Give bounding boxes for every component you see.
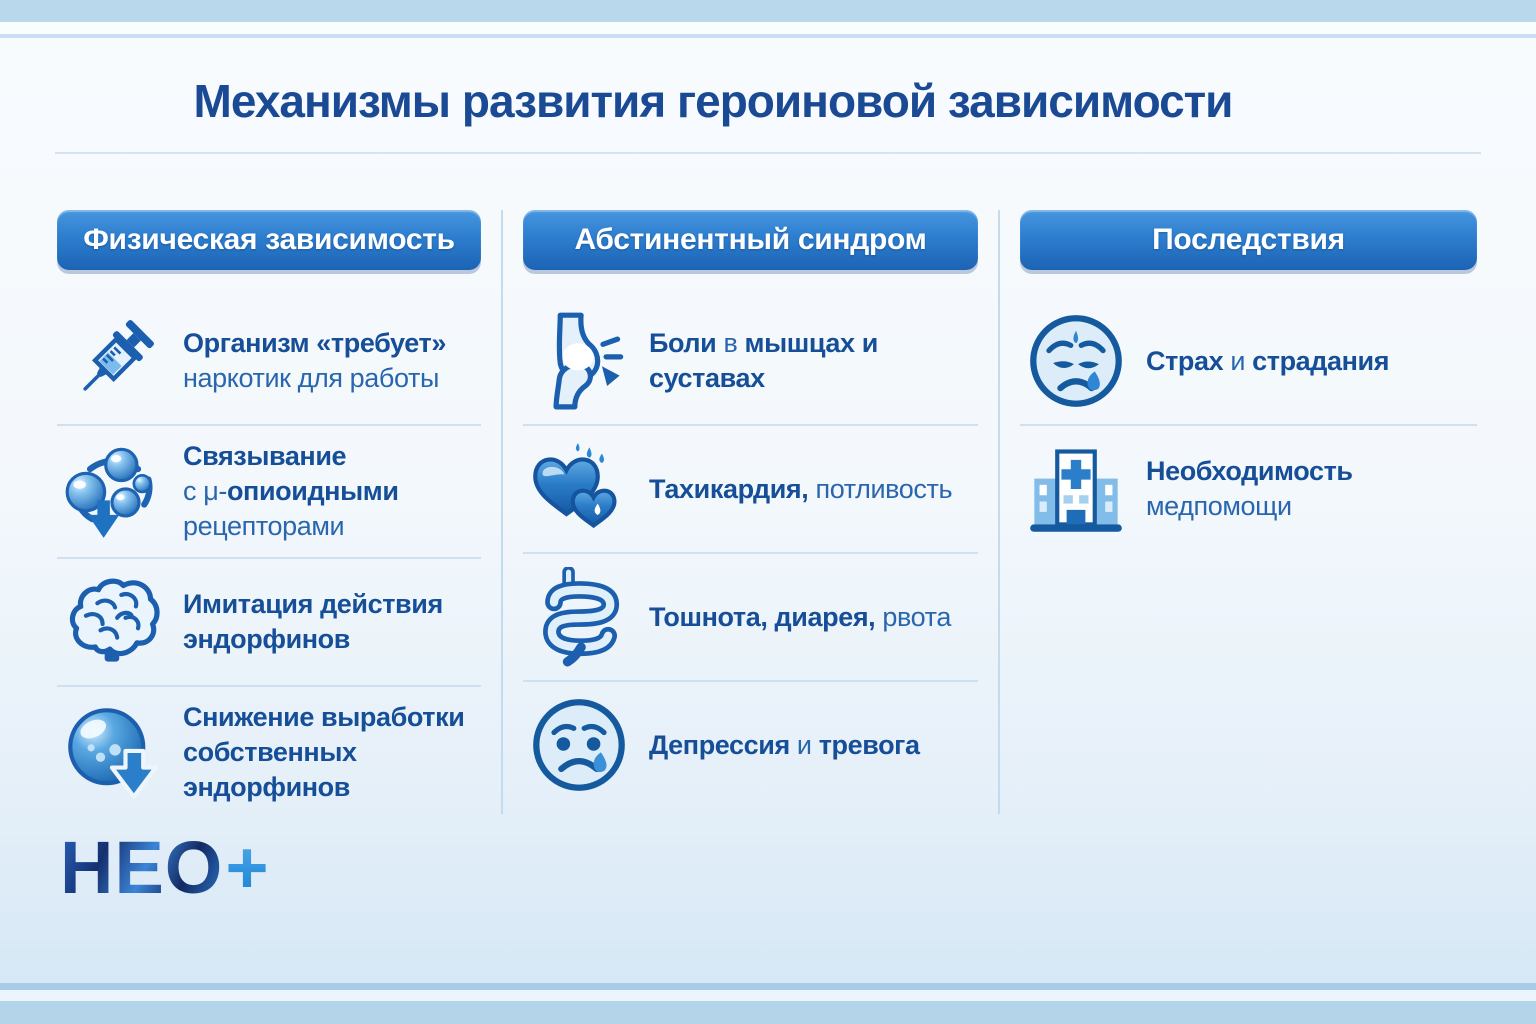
joint-pain-icon (529, 311, 629, 411)
text-line (1146, 454, 1353, 489)
column-header: Физическая зависимость (57, 210, 481, 270)
text-line (183, 439, 399, 474)
text-segment: Боли (649, 328, 717, 358)
text-line (183, 700, 477, 735)
text-segment: и (789, 729, 819, 760)
column-header: Последствия (1020, 210, 1477, 270)
text-segment: Организм «требует» (183, 328, 446, 358)
text-line (649, 472, 952, 507)
frame-bottom-strip (0, 990, 1536, 1001)
text-line (183, 474, 399, 509)
frame-top-band (0, 0, 1536, 22)
text-segment: наркотик для работы (183, 363, 439, 393)
text-segment: Необходимость (1146, 456, 1353, 486)
text-segment: мышцах и суставах (649, 328, 878, 393)
item-text (649, 326, 974, 396)
main-area (0, 38, 1536, 983)
text-segment: эндорфинов (183, 624, 350, 654)
text-segment: Связывание (183, 441, 347, 471)
column-1 (523, 210, 978, 808)
text-segment: рвота (875, 601, 951, 632)
text-segment: Тошнота, диарея, (649, 601, 876, 632)
column-items (1020, 298, 1477, 552)
title-divider (55, 152, 1481, 154)
text-line (183, 622, 443, 657)
text-line (649, 326, 974, 396)
text-line (183, 587, 443, 622)
item-text (1146, 344, 1389, 379)
item-text (183, 587, 443, 657)
text-segment: опиоидными (226, 476, 399, 506)
column-2 (1020, 210, 1477, 552)
column-items (57, 298, 481, 818)
logo-plus-sign: + (225, 826, 270, 909)
brain-icon (63, 572, 163, 672)
item-text (649, 472, 952, 507)
logo-text-neo: НЕО (60, 826, 224, 909)
item-text (183, 326, 446, 396)
list-item (1020, 298, 1477, 426)
column-items (523, 298, 978, 808)
text-line (183, 509, 399, 544)
list-item (523, 554, 978, 682)
page-title: Механизмы развития героиновой зависимости (193, 75, 1233, 127)
list-item (57, 559, 481, 687)
hospital-icon (1026, 439, 1126, 539)
sweating-hearts-icon (529, 439, 629, 539)
column-divider (501, 210, 503, 814)
column-0 (57, 210, 481, 818)
text-segment: с μ- (183, 476, 227, 506)
list-item (57, 426, 481, 559)
frame-bottom-line (0, 983, 1536, 990)
text-segment: Депрессия (649, 729, 790, 760)
columns-container (57, 210, 1477, 818)
text-segment: и (1223, 345, 1253, 376)
text-segment: Снижение выработки (183, 702, 465, 732)
column-header: Абстинентный синдром (523, 210, 978, 270)
text-segment: собственных эндорфинов (183, 737, 357, 802)
frame-bottom-band (0, 1001, 1536, 1024)
text-segment: медпомощи (1146, 491, 1292, 521)
text-line (1146, 344, 1389, 379)
text-segment: страдания (1252, 345, 1390, 376)
text-line (649, 600, 951, 635)
text-segment: Страх (1146, 345, 1224, 376)
molecules-arrow-icon (63, 442, 163, 542)
item-text (649, 600, 951, 635)
intestine-icon (529, 567, 629, 667)
sphere-down-arrow-icon (63, 703, 163, 803)
text-segment: потливость (808, 473, 953, 504)
item-text (183, 700, 477, 805)
list-item (523, 682, 978, 808)
column-divider (998, 210, 1000, 814)
item-text (183, 439, 399, 544)
item-text (649, 728, 920, 763)
worried-face-icon (1026, 311, 1126, 411)
text-line (1146, 489, 1353, 524)
text-line (183, 735, 477, 805)
text-line (183, 326, 446, 361)
text-line (649, 728, 920, 763)
text-segment: Тахикардия, (649, 473, 809, 504)
sad-face-tear-icon (529, 695, 629, 795)
list-item (57, 687, 481, 818)
text-segment: рецепторами (183, 511, 345, 541)
frame-top-strip (0, 22, 1536, 34)
text-segment: тревога (818, 729, 920, 760)
list-item (523, 426, 978, 554)
list-item (523, 298, 978, 426)
neo-plus-logo (60, 826, 270, 909)
text-line (183, 361, 446, 396)
text-segment: в (716, 328, 745, 358)
item-text (1146, 454, 1353, 524)
list-item (1020, 426, 1477, 552)
list-item (57, 298, 481, 426)
text-segment: Имитация действия (183, 589, 443, 619)
syringe-icon (63, 311, 163, 411)
